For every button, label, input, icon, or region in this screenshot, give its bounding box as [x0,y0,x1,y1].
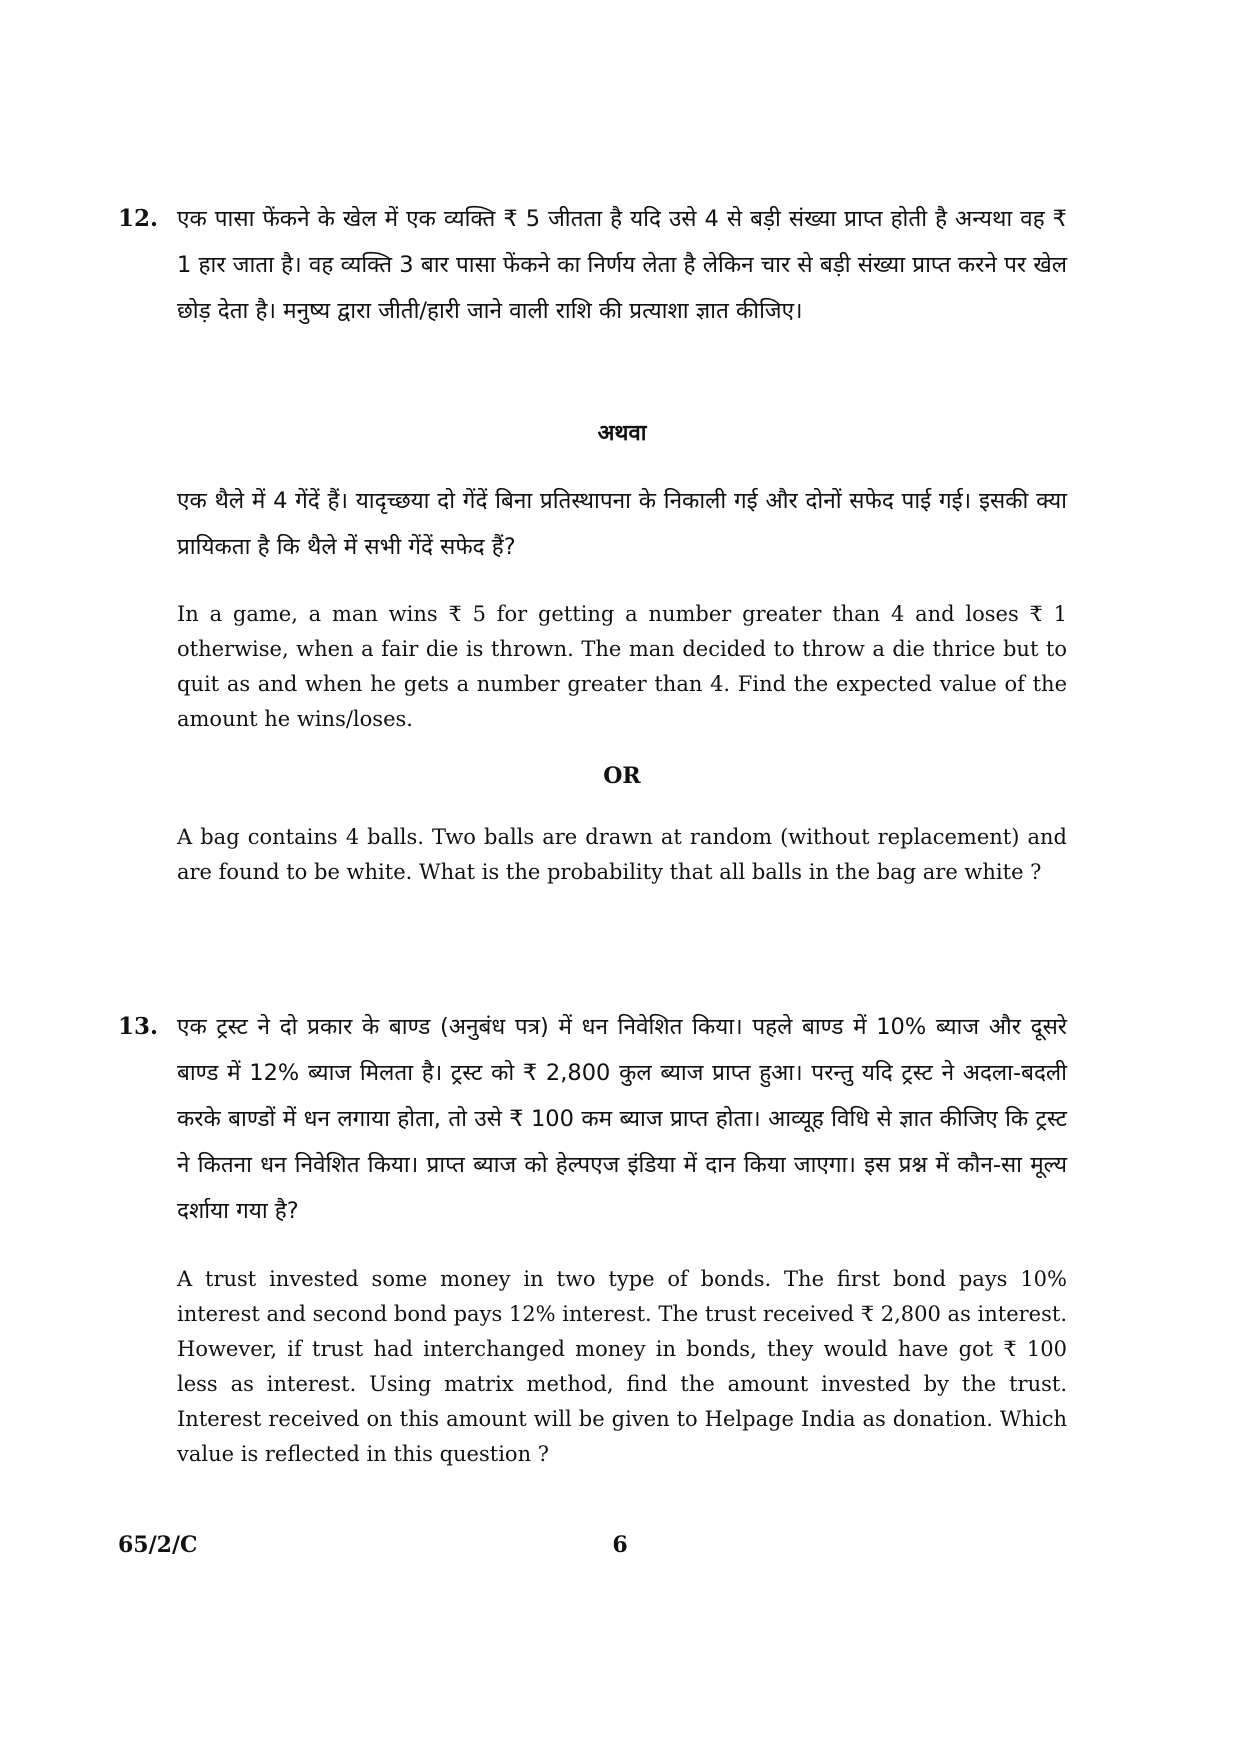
question-number-12: 12. [118,205,159,232]
question-12-hindi-text: एक पासा फेंकने के खेल में एक व्यक्ति ₹ 5 जीतता है यदि उसे 4 से बड़ी संख्या प्राप्त होती है अन्यथा वह ₹ 1 हार जाता है। वह व्यक्ति 3 बार पासा फेंकने का निर्णय लेता है लेकिन चार से बड़ी संख्या प्राप्त करने पर खेल छोड़ देता है। मनुष्य द्वारा जीती/हारी जाने वाली राशि की प्रत्याशा ज्ञात कीजिए। [177,206,1067,324]
or-label-hindi: अथवा [597,421,647,446]
paper-code: 65/2/C [118,1532,198,1558]
or-label-english: OR [603,763,641,789]
page-number: 6 [612,1532,628,1558]
question-13-english-text: A trust invested some money in two type of bonds. The first bond pays 10% interest and second bond pays 12% interest. The trust received ₹ 2,800 as interest. However, if trust had interchanged money in bonds, they would have got ₹ 100 less as interest. Using matrix method, find the amount invested by the trust. Interest received on this amount will be given to Helpage India as donation. Which value is reflected in this question ? [177,1267,1067,1466]
question-12-alt-english-text: A bag contains 4 balls. Two balls are drawn at random (without replacement) and are found to be white. What is the probability that all balls in the bag are white ? [177,825,1067,884]
question-13-hindi-text: एक ट्रस्ट ने दो प्रकार के बाण्ड (अनुबंध पत्र) में धन निवेशित किया। पहले बाण्ड में 10% ब्याज और दूसरे बाण्ड में 12% ब्याज मिलता है। ट्रस्ट को ₹ 2,800 कुल ब्याज प्राप्त हुआ। परन्तु यदि ट्रस्ट ने अदला-बदली करके बाण्डों में धन लगाया होता, तो उसे ₹ 100 कम ब्याज प्राप्त होता। आव्यूह विधि से ज्ञात कीजिए कि ट्रस्ट ने कितना धन निवेशित किया। प्राप्त ब्याज को हेल्पएज इंडिया में दान किया जाएगा। इस प्रश्न में कौन-सा मूल्य दर्शाया गया है? [177,1014,1067,1224]
question-number-13: 13. [118,1013,159,1040]
question-12-alt-hindi-text: एक थैले में 4 गेंदें हैं। यादृच्छया दो गेंदें बिना प्रतिस्थापना के निकाली गई और दोनों सफेद पाई गई। इसकी क्या प्रायिकता है कि थैले में सभी गेंदें सफेद हैं? [177,488,1067,560]
question-12-english-text: In a game, a man wins ₹ 5 for getting a number greater than 4 and loses ₹ 1 otherwise, when a fair die is thrown. The man decided to throw a die thrice but to quit as and when he gets a number greater than 4. Find the expected value of the amount he wins/loses. [177,602,1067,731]
